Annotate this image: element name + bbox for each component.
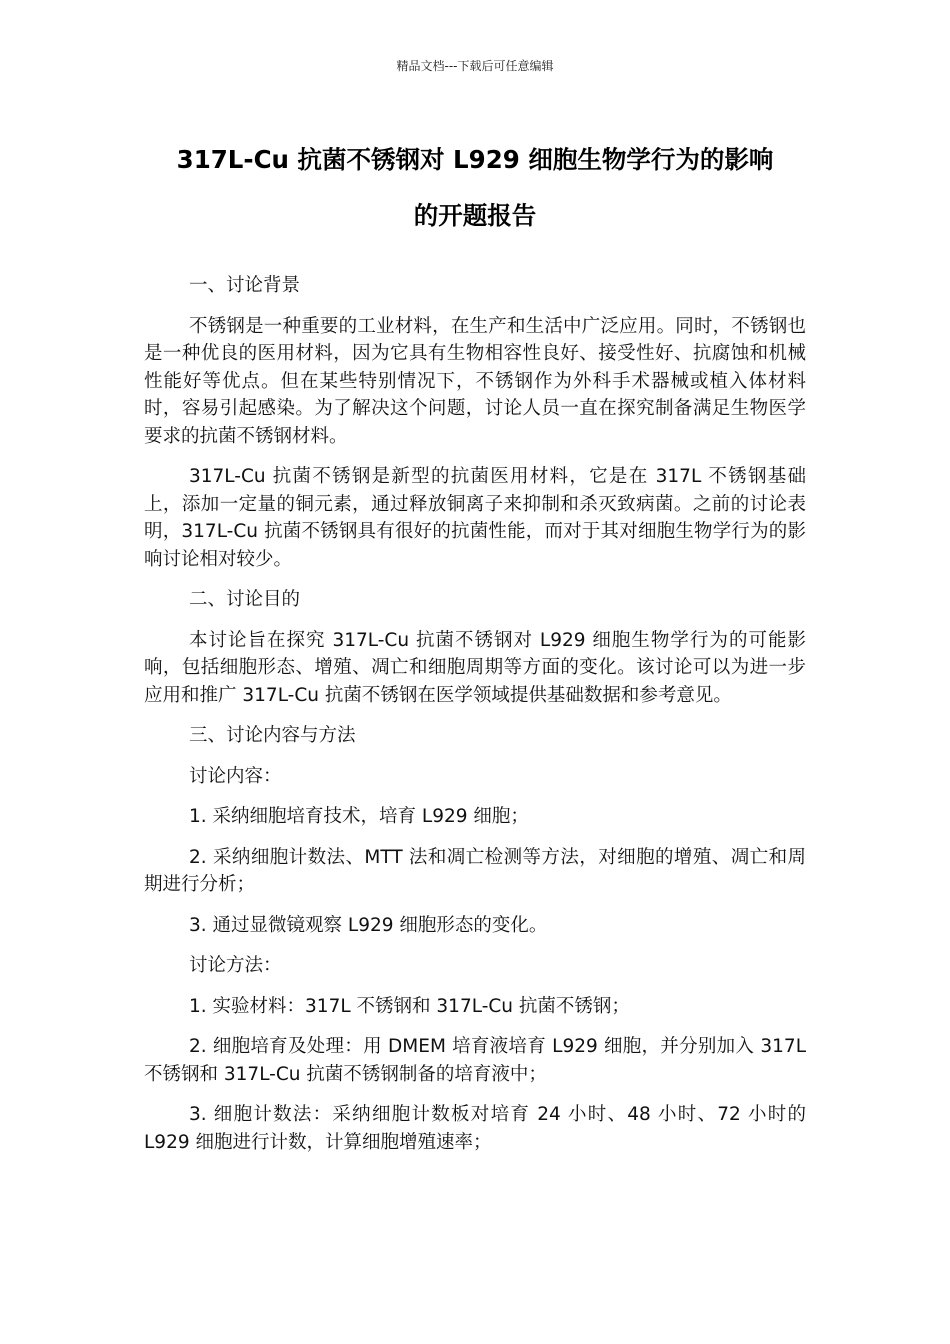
document-title <box>144 132 806 244</box>
list-item-content-3: 3. 通过显微镜观察 L929 细胞形态的变化。 <box>189 914 548 936</box>
subheading-methods: 讨论方法： <box>189 955 282 976</box>
list-item-method-1: 1. 实验材料：317L 不锈钢和 317L-Cu 抗菌不锈钢； <box>189 995 630 1017</box>
list-item-content-2: 2. 采纳细胞计数法、MTT 法和凋亡检测等方法，对细胞的增殖、凋亡和周期进行分析； <box>144 846 806 895</box>
section-heading-content-methods: 三、讨论内容与方法 <box>189 725 356 746</box>
paragraph-background-1: 不锈钢是一种重要的工业材料，在生产和生活中广泛应用。同时，不锈钢也是一种优良的医用材料，因为它具有生物相容性良好、接受性好、抗腐蚀和机械性能好等优点。但在某些特别情况下，不锈钢作为外科手术器械或植入体材料时，容易引起感染。为了解决这个问题，讨论人员一直在探究制备满足生物医学要求的抗菌不锈钢材料。 <box>144 315 806 447</box>
paragraph-background-2: 317L-Cu 抗菌不锈钢是新型的抗菌医用材料，它是在 317L 不锈钢基础上，添加一定量的铜元素，通过释放铜离子来抑制和杀灭致病菌。之前的讨论表明，317L-Cu 抗菌不锈钢具有很好的抗菌性能，而对于其对细胞生物学行为的影响讨论相对较少。 <box>144 466 806 570</box>
paragraph-purpose: 本讨论旨在探究 317L-Cu 抗菌不锈钢对 L929 细胞生物学行为的可能影响，包括细胞形态、增殖、凋亡和细胞周期等方面的变化。该讨论可以为进一步应用和推广 317L-Cu 抗菌不锈钢在医学领域提供基础数据和参考意见。 <box>144 629 806 706</box>
section-heading-purpose: 二、讨论目的 <box>189 589 301 610</box>
subheading-content: 讨论内容： <box>189 765 282 787</box>
document-body <box>144 272 806 1169</box>
section-heading-background: 一、讨论背景 <box>189 275 301 296</box>
list-item-content-1: 1. 采纳细胞培育技术，培育 L929 细胞； <box>189 806 529 827</box>
list-item-method-2: 2. 细胞培育及处理：用 DMEM 培育液培育 L929 细胞，并分别加入 317L 不锈钢和 317L-Cu 抗菌不锈钢制备的培育液中； <box>144 1036 806 1085</box>
page-header-watermark: 精品文档---下载后可任意编辑 <box>396 59 554 73</box>
title-line-1: 317L-Cu 抗菌不锈钢对 L929 细胞生物学行为的影响 <box>176 145 774 174</box>
title-line-2: 的开题报告 <box>413 201 537 230</box>
list-item-method-3: 3. 细胞计数法：采纳细胞计数板对培育 24 小时、48 小时、72 小时的 L929 细胞进行计数，计算细胞增殖速率； <box>144 1104 806 1153</box>
